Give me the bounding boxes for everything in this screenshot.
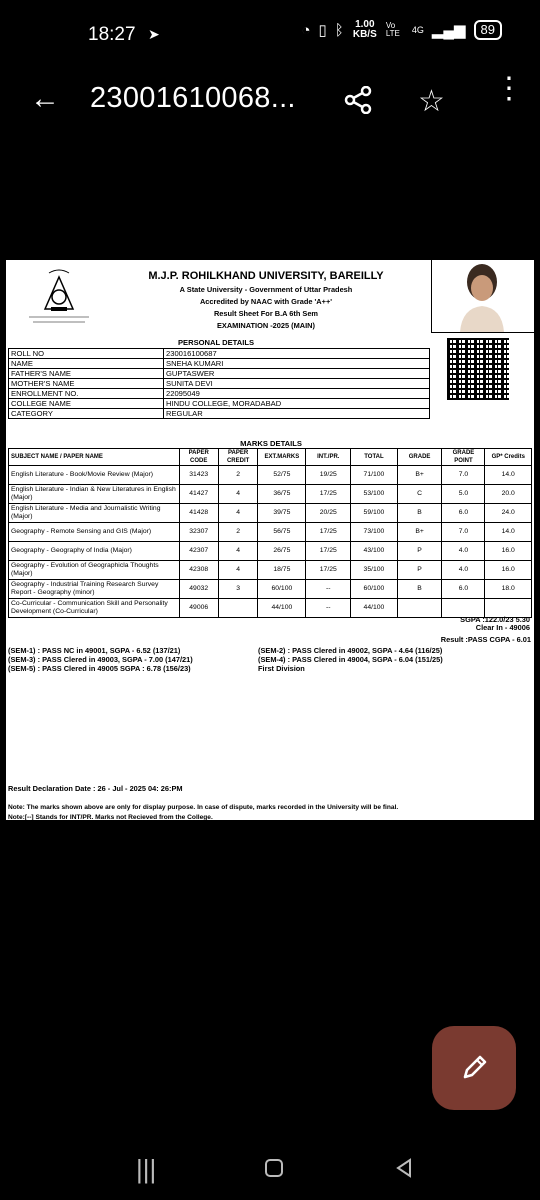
share-icon[interactable] bbox=[344, 86, 372, 121]
marks-cell: 32307 bbox=[179, 523, 218, 542]
marks-cell: 4 bbox=[218, 561, 258, 580]
result-sheet bbox=[6, 260, 534, 820]
personal-row bbox=[9, 399, 430, 409]
marks-cell: 52/75 bbox=[258, 466, 306, 485]
note-intpr: Note:[--] Stands for INT/PR. Marks not Recieved from the College. bbox=[8, 814, 213, 821]
marks-header-cell: GRADE bbox=[397, 449, 442, 466]
marks-cell: 36/75 bbox=[258, 485, 306, 504]
navigation-status-icon: ➤ bbox=[148, 26, 160, 42]
table-row bbox=[9, 580, 532, 599]
marks-cell: -- bbox=[306, 599, 351, 618]
sheet-title: Result Sheet For B.A 6th Sem bbox=[213, 309, 319, 318]
back-arrow-icon[interactable]: ← bbox=[30, 82, 60, 115]
vibrate-icon: ▯ bbox=[318, 22, 327, 39]
personal-value: SUNITA DEVI bbox=[164, 379, 430, 389]
marks-header-cell: INT./PR. bbox=[306, 449, 351, 466]
marks-cell: 24.0 bbox=[485, 504, 532, 523]
edit-pencil-icon bbox=[460, 1052, 490, 1082]
marks-cell: B bbox=[397, 504, 442, 523]
table-row bbox=[9, 561, 532, 580]
marks-cell: 49032 bbox=[179, 580, 218, 599]
marks-header-cell: GP* Credits bbox=[485, 449, 532, 466]
marks-header-cell: PAPER CREDIT bbox=[218, 449, 258, 466]
marks-cell: 60/100 bbox=[351, 580, 397, 599]
personal-details-title: PERSONAL DETAILS bbox=[177, 338, 255, 347]
home-icon[interactable] bbox=[264, 1158, 284, 1184]
personal-label: CATEGORY bbox=[9, 409, 164, 419]
table-row bbox=[9, 485, 532, 504]
subject-name-cell: Co-Curricular - Communication Skill and Personality Development (Co-Curricular) bbox=[9, 599, 180, 618]
marks-cell: 7.0 bbox=[442, 466, 485, 485]
status-time: 18:27 bbox=[88, 24, 136, 45]
marks-cell: 41427 bbox=[179, 485, 218, 504]
edit-button[interactable] bbox=[432, 1026, 516, 1110]
personal-value: 22095049 bbox=[164, 389, 430, 399]
personal-label: FATHER'S NAME bbox=[9, 369, 164, 379]
subject-name-cell: Geography - Evolution of Geographicla Thoughts (Major) bbox=[9, 561, 180, 580]
back-icon[interactable] bbox=[394, 1158, 414, 1184]
marks-cell: 56/75 bbox=[258, 523, 306, 542]
result-text: Result :PASS CGPA - 6.01 bbox=[440, 635, 531, 644]
personal-row bbox=[9, 389, 430, 399]
marks-cell: 42308 bbox=[179, 561, 218, 580]
exam-title: EXAMINATION -2025 (MAIN) bbox=[216, 321, 315, 330]
marks-cell: 4 bbox=[218, 485, 258, 504]
volte-indicator: Vo LTE bbox=[385, 21, 400, 38]
marks-cell: 17/25 bbox=[306, 542, 351, 561]
marks-cell: 6.0 bbox=[442, 504, 485, 523]
accreditation: Accredited by NAAC with Grade 'A++' bbox=[199, 297, 333, 306]
personal-label: ROLL NO bbox=[9, 349, 164, 359]
marks-cell: 6.0 bbox=[442, 580, 485, 599]
personal-label: COLLEGE NAME bbox=[9, 399, 164, 409]
sem-5-result: (SEM-5) : PASS Clered in 49005 SGPA : 6.78 (156/23) bbox=[8, 664, 191, 673]
marks-cell: 17/25 bbox=[306, 523, 351, 542]
document-title: 23001610068... bbox=[90, 82, 296, 114]
marks-cell: 4.0 bbox=[442, 561, 485, 580]
battery-indicator: 89 bbox=[474, 20, 502, 40]
network-indicator: 4G bbox=[411, 25, 424, 35]
student-photo bbox=[431, 260, 534, 333]
subject-name-cell: English Literature - Media and Journalistic Writing (Major) bbox=[9, 504, 180, 523]
marks-cell: 19/25 bbox=[306, 466, 351, 485]
personal-value: HINDU COLLEGE, MORADABAD bbox=[164, 399, 430, 409]
marks-cell: 18.0 bbox=[485, 580, 532, 599]
marks-header-cell: GRADE POINT bbox=[442, 449, 485, 466]
clear-in-text: Clear In - 49006 bbox=[475, 623, 530, 632]
status-bar bbox=[0, 0, 540, 72]
marks-cell: 31423 bbox=[179, 466, 218, 485]
more-vert-icon[interactable]: ⋮ bbox=[494, 72, 524, 105]
marks-cell: 71/100 bbox=[351, 466, 397, 485]
marks-cell: 26/75 bbox=[258, 542, 306, 561]
personal-details-table bbox=[8, 348, 430, 419]
table-row bbox=[9, 542, 532, 561]
marks-cell: 16.0 bbox=[485, 561, 532, 580]
marks-cell: B+ bbox=[397, 466, 442, 485]
note-display: Note: The marks shown above are only for display purpose. In case of dispute, marks recorded in the University will be final. bbox=[8, 804, 399, 811]
marks-cell: 16.0 bbox=[485, 542, 532, 561]
qr-code bbox=[447, 338, 509, 400]
marks-cell: 5.0 bbox=[442, 485, 485, 504]
marks-cell: P bbox=[397, 561, 442, 580]
marks-cell: 17/25 bbox=[306, 485, 351, 504]
sem-2-result: (SEM-2) : PASS Clered in 49002, SGPA - 4.64 (116/25) bbox=[258, 646, 443, 655]
subject-name-cell: English Literature - Indian & New Literatures in English (Major) bbox=[9, 485, 180, 504]
marks-cell: 60/100 bbox=[258, 580, 306, 599]
marks-cell: 41428 bbox=[179, 504, 218, 523]
speed-indicator: 1.00 KB/S bbox=[352, 19, 377, 40]
sem-3-result: (SEM-3) : PASS Clered in 49003, SGPA - 7.00 (147/21) bbox=[8, 655, 193, 664]
marks-cell: 35/100 bbox=[351, 561, 397, 580]
marks-cell: 42307 bbox=[179, 542, 218, 561]
marks-header-cell: SUBJECT NAME / PAPER NAME bbox=[9, 449, 180, 466]
marks-cell: 73/100 bbox=[351, 523, 397, 542]
marks-cell: P bbox=[397, 542, 442, 561]
marks-cell: 7.0 bbox=[442, 523, 485, 542]
personal-label: NAME bbox=[9, 359, 164, 369]
bluetooth-icon: ᛒ bbox=[334, 21, 344, 39]
university-name: M.J.P. ROHILKHAND UNIVERSITY, BAREILLY bbox=[148, 270, 384, 282]
subject-name-cell: Geography - Remote Sensing and GIS (Major) bbox=[9, 523, 180, 542]
marks-cell: -- bbox=[306, 580, 351, 599]
table-row bbox=[9, 466, 532, 485]
subject-name-cell: English Literature - Book/Movie Review (Major) bbox=[9, 466, 180, 485]
marks-cell: 18/75 bbox=[258, 561, 306, 580]
marks-cell: 59/100 bbox=[351, 504, 397, 523]
marks-cell: 53/100 bbox=[351, 485, 397, 504]
sem-1-result: (SEM-1) : PASS NC in 49001, SGPA - 6.52 (137/21) bbox=[8, 646, 181, 655]
table-row bbox=[9, 523, 532, 542]
personal-value: REGULAR bbox=[164, 409, 430, 419]
marks-cell: 4 bbox=[218, 542, 258, 561]
navigation-bar bbox=[0, 1130, 540, 1200]
app-bar bbox=[0, 72, 540, 128]
personal-label: MOTHER'S NAME bbox=[9, 379, 164, 389]
personal-value: SNEHA KUMARI bbox=[164, 359, 430, 369]
marks-cell: B+ bbox=[397, 523, 442, 542]
marks-cell: 4.0 bbox=[442, 542, 485, 561]
marks-cell: 20/25 bbox=[306, 504, 351, 523]
sgpa-text: SGPA :122.0/23 5.30 bbox=[460, 615, 530, 624]
subject-name-cell: Geography - Industrial Training Research Survey Report - Geography (minor) bbox=[9, 580, 180, 599]
marks-cell: 44/100 bbox=[258, 599, 306, 618]
personal-row bbox=[9, 359, 430, 369]
marks-cell bbox=[218, 599, 258, 618]
marks-cell: 14.0 bbox=[485, 466, 532, 485]
marks-header-cell: TOTAL bbox=[351, 449, 397, 466]
signal-icon: ▂▄▆ bbox=[431, 22, 466, 39]
marks-cell: 4 bbox=[218, 504, 258, 523]
marks-cell: C bbox=[397, 485, 442, 504]
star-icon[interactable]: ☆ bbox=[418, 85, 445, 118]
university-subtitle: A State University - Government of Uttar Pradesh bbox=[179, 285, 353, 294]
table-row bbox=[9, 504, 532, 523]
marks-details-title: MARKS DETAILS bbox=[240, 439, 302, 448]
marks-cell: 44/100 bbox=[351, 599, 397, 618]
marks-cell: 17/25 bbox=[306, 561, 351, 580]
marks-cell: 14.0 bbox=[485, 523, 532, 542]
personal-row bbox=[9, 349, 430, 359]
university-logo bbox=[18, 266, 100, 330]
marks-header-cell: EXT.MARKS bbox=[258, 449, 306, 466]
personal-value: 230016100687 bbox=[164, 349, 430, 359]
marks-table bbox=[8, 448, 532, 618]
marks-header-cell: PAPER CODE bbox=[179, 449, 218, 466]
personal-row bbox=[9, 369, 430, 379]
marks-cell: 2 bbox=[218, 523, 258, 542]
marks-cell: 49006 bbox=[179, 599, 218, 618]
subject-name-cell: Geography - Geography of India (Major) bbox=[9, 542, 180, 561]
marks-cell: 2 bbox=[218, 466, 258, 485]
marks-cell: 20.0 bbox=[485, 485, 532, 504]
marks-cell: 39/75 bbox=[258, 504, 306, 523]
personal-value: GUPTASWER bbox=[164, 369, 430, 379]
personal-label: ENROLLMENT NO. bbox=[9, 389, 164, 399]
marks-cell: 3 bbox=[218, 580, 258, 599]
alarm-icon: ◔ bbox=[301, 21, 311, 39]
marks-cell: 43/100 bbox=[351, 542, 397, 561]
marks-cell: B bbox=[397, 580, 442, 599]
recents-icon[interactable]: ||| bbox=[136, 1154, 157, 1184]
personal-row bbox=[9, 379, 430, 389]
division-text: First Division bbox=[258, 664, 305, 673]
sem-4-result: (SEM-4) : PASS Clered in 49004, SGPA - 6.04 (151/25) bbox=[258, 655, 443, 664]
declaration-date: Result Declaration Date : 26 - Jul - 2025 04: 26:PM bbox=[8, 784, 183, 793]
personal-row bbox=[9, 409, 430, 419]
